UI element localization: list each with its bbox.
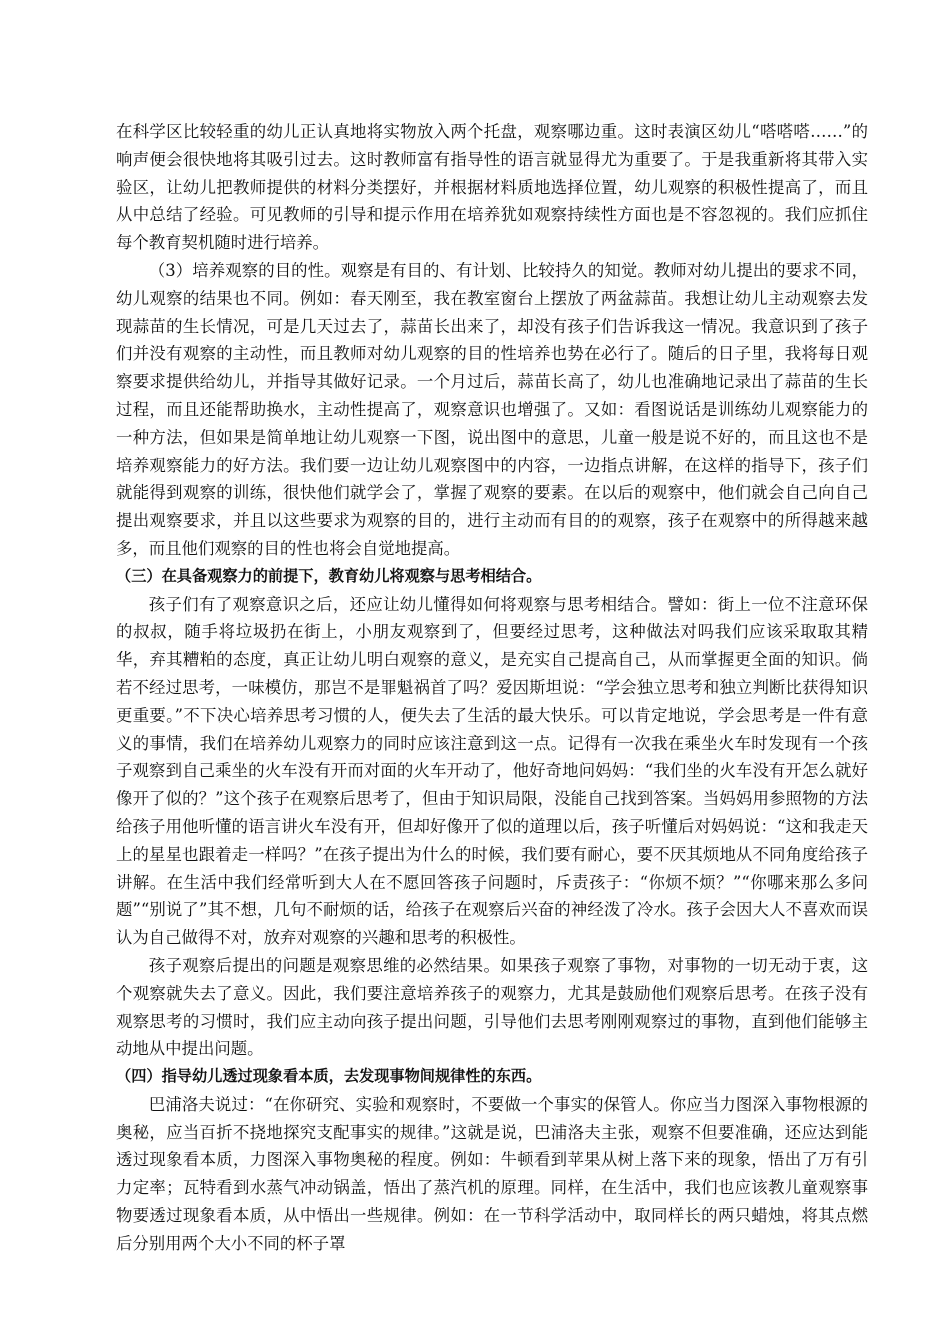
- paragraph-questions-after-observation: 孩子观察后提出的问题是观察思维的必然结果。如果孩子观察了事物，对事物的一切无动于衷，这个观察就失去了意义。因此，我们要注意培养孩子的观察力，尤其是鼓励他们观察后思考。在孩子没有观察思考的习惯时，我们应主动向孩子提出问题，引导他们去思考刚刚观察过的事物，直到他们能够主动地从中提出问题。: [116, 955, 868, 1059]
- paragraph-observation-purpose: （3）培养观察的目的性。观察是有目的、有计划、比较持久的知觉。教师对幼儿提出的要求不同，幼儿观察的结果也不同。例如：春天刚至，我在教室窗台上摆放了两盆蒜苗。我想让幼儿主动观察去发现蒜苗的生长情况，可是几天过去了，蒜苗长出来了，却没有孩子们告诉我这一情况。我意识到了孩子们并没有观察的主动性，而且教师对幼儿观察的目的性培养也势在必行了。随后的日子里，我将每日观察要求提供给幼儿，并指导其做好记录。一个月过后，蒜苗长高了，幼儿也准确地记录出了蒜苗的生长过程，而且还能帮助换水，主动性提高了，观察意识也增强了。又如：看图说话是训练幼儿观察能力的一种方法，但如果是简单地让幼儿观察一下图，说出图中的意思，儿童一般是说不好的，而且这也不是培养观察能力的好方法。我们要一边让幼儿观察图中的内容，一边指点讲解，在这样的指导下，孩子们就能得到观察的训练，很快他们就学会了，掌握了观察的要素。在以后的观察中，他们就会自己向自己提出观察要求，并且以这些要求为观察的目的，进行主动而有目的的观察，孩子在观察中的所得越来越多，而且他们观察的目的性也将会自觉地提高。: [116, 260, 868, 558]
- document-body: [116, 118, 868, 1258]
- paragraph-continuation: 在科学区比较轻重的幼儿正认真地将实物放入两个托盘，观察哪边重。这时表演区幼儿“嗒嗒嗒……”的响声便会很快地将其吸引过去。这时教师富有指导性的语言就显得尤为重要了。于是我重新将其带入实验区，让幼儿把教师提供的材料分类摆好，并根据材料质地选择位置，幼儿观察的积极性提高了，而且从中总结了经验。可见教师的引导和提示作用在培养犹如观察持续性方面也是不容忽视的。我们应抓住每个教育契机随时进行培养。: [116, 122, 868, 253]
- paragraph-pavlov-quote: 巴浦洛夫说过：“在你研究、实验和观察时，不要做一个事实的保管人。你应当力图深入事物根源的奥秘，应当百折不挠地探究支配事实的规律。”这就是说，巴浦洛夫主张，观察不但要准确，还应达到能透过现象看本质，力图深入事物奥秘的程度。例如：牛顿看到苹果从树上落下来的现象，悟出了万有引力定率；瓦特看到水蒸气冲动锅盖，悟出了蒸汽机的原理。同样，在生活中，我们也应该教儿童观察事物要透过现象看本质，从中悟出一些规律。例如：在一节科学活动中，取同样长的两只蜡烛，将其点燃后分别用两个大小不同的杯子罩: [116, 1094, 868, 1253]
- section-heading-three: （三）在具备观察力的前提下，教育幼儿将观察与思考相结合。: [116, 566, 542, 585]
- section-heading-four: （四）指导幼儿透过现象看本质，去发现事物间规律性的东西。: [116, 1067, 542, 1086]
- paragraph-observation-thinking: 孩子们有了观察意识之后，还应让幼儿懂得如何将观察与思考相结合。譬如：街上一位不注意环保的叔叔，随手将垃圾扔在街上，小朋友观察到了，但要经过思考，这种做法对吗我们应该采取取其精华，弃其糟粕的态度，真正让幼儿明白观察的意义，是充实自己提高自己，从而掌握更全面的知识。倘若不经过思考，一味模仿，那岂不是罪魁祸首了吗？爱因斯坦说：“学会独立思考和独立判断比获得知识更重要。”不下决心培养思考习惯的人，便失去了生活的最大快乐。可以肯定地说，学会思考是一件有意义的事情，我们在培养幼儿观察力的同时应该注意到这一点。记得有一次我在乘坐火车时发现有一个孩子观察到自己乘坐的火车没有开而对面的火车开动了，他好奇地问妈妈：“我们坐的火车没有开怎么就好像开了似的？”这个孩子在观察后思考了，但由于知识局限，没能自己找到答案。当妈妈用参照物的方法给孩子用他听懂的语言讲火车没有开，但却好像开了似的道理以后，孩子听懂后对妈妈说：“这和我走天上的星星也跟着走一样吗？”在孩子提出为什么的时候，我们要有耐心，要不厌其烦地从不同角度给孩子讲解。在生活中我们经常听到大人在不愿回答孩子问题时，斥责孩子：“你烦不烦？”“你哪来那么多问题”“别说了”其不想，几句不耐烦的话，给孩子在观察后兴奋的神经泼了冷水。孩子会因大人不喜欢而误认为自己做得不对，放弃对观察的兴趣和思考的积极性。: [116, 594, 868, 948]
